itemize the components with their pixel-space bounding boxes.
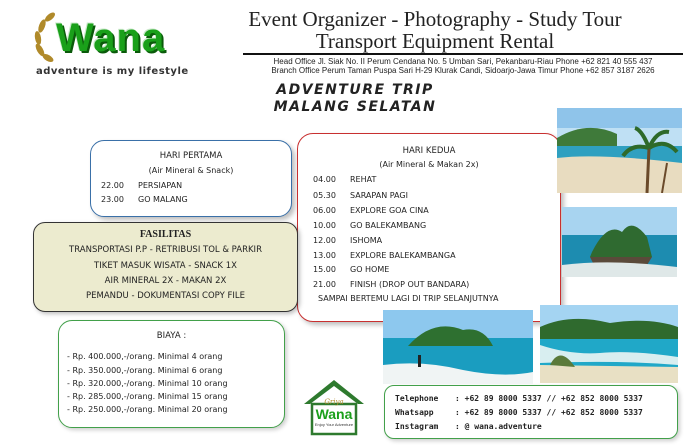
coastline-image [540,305,678,383]
day2-activity: ISHOMA [350,236,383,245]
beach-palm-image [557,108,682,193]
day1-activity: GO MALANG [138,195,188,204]
branch-office-address: Branch Office Perum Taman Puspa Sari H-29 Klurak Candi, Sidoarjo-Jawa Timur Phone +62 857 3187 2626 [271,66,655,75]
day1-activity: PERSIAPAN [138,181,183,190]
day1-subtitle: (Air Mineral & Snack) [148,166,234,175]
day2-activity: GO HOME [350,265,390,274]
telephone-label: Telephone [395,394,439,403]
day2-time: 04.00 [313,175,336,184]
logo-wordmark: Wana [56,16,166,60]
rock-island-image [562,207,677,277]
facility-item: TIKET MASUK WISATA - SNACK 1X [94,261,237,271]
day2-activity: REHAT [350,175,377,184]
day1-time: 23.00 [101,195,124,204]
instagram-value: : @ wana.adventure [455,422,542,431]
griya-wana-logo [300,378,368,438]
day2-time: 15.00 [313,265,336,274]
cost-item: - Rp. 250.000,-/orang. Minimal 20 orang [67,405,228,414]
day2-activity: GO BALEKAMBANG [350,221,427,230]
trip-subtitle: MALANG SELATAN [273,99,437,115]
facilities-box [33,222,298,312]
day2-box [297,133,561,322]
cost-title: BIAYA : [156,331,187,341]
day2-title: HARI KEDUA [402,146,456,156]
whatsapp-value: : +62 89 8000 5337 // +62 852 8000 5337 [455,408,643,417]
header-rental: Transport Equipment Rental [315,29,555,53]
facility-item: AIR MINERAL 2X - MAKAN 2X [104,276,227,286]
cost-item: - Rp. 400.000,-/orang. Minimal 4 orang [67,352,223,361]
wana-logo [30,8,210,80]
instagram-label: Instagram [395,422,439,431]
island-shore-image [383,310,533,384]
header-divider [243,53,683,55]
day2-closing: SAMPAI BERTEMU LAGI DI TRIP SELANJUTNYA [318,294,499,303]
griya-wana-text: Wana [315,406,353,422]
day2-time: 21.00 [313,280,336,289]
cost-item: - Rp. 285.000,-/orang. Minimal 15 orang [67,392,228,401]
day2-activity: SARAPAN PAGI [350,191,408,200]
cost-item: - Rp. 320.000,-/orang. Minimal 10 orang [67,379,228,388]
day2-time: 12.00 [313,236,336,245]
cost-item: - Rp. 350.000,-/orang. Minimal 6 orang [67,366,223,375]
day1-title: HARI PERTAMA [159,151,223,161]
day1-box [90,140,292,217]
beach-photo-4 [540,305,678,383]
day2-activity: FINISH (DROP OUT BANDARA) [350,280,470,289]
day2-subtitle: (Air Mineral & Makan 2x) [379,160,479,169]
header-services: Event Organizer - Photography - Study Tour [248,7,622,31]
day2-time: 10.00 [313,221,336,230]
griya-text: Griya [324,398,344,406]
logo-tagline: adventure is my lifestyle [36,66,189,77]
head-office-address: Head Office Jl. Siak No. II Perum Cendana No. 5 Umban Sari, Pekanbaru-Riau Phone +62 821 40 555 437 [273,57,653,66]
facilities-title: FASILITAS [139,229,192,240]
day2-activity: EXPLORE GOA CINA [350,206,429,215]
beach-photo-2 [562,207,677,277]
day2-time: 05.30 [313,191,336,200]
telephone-value: : +62 89 8000 5337 // +62 852 8000 5337 [455,394,643,403]
day2-time: 13.00 [313,251,336,260]
griya-tag: Enjoy Your Adventure [314,422,354,427]
cost-box [58,320,285,428]
whatsapp-label: Whatsapp [395,408,434,417]
contact-box [384,385,678,439]
beach-photo-1 [557,108,682,193]
trip-title: ADVENTURE TRIP [276,82,434,98]
day2-activity: EXPLORE BALEKAMBANGA [350,251,456,260]
day1-time: 22.00 [101,181,124,190]
facility-item: PEMANDU - DOKUMENTASI COPY FILE [85,291,246,301]
beach-photo-3 [383,310,533,384]
facility-item: TRANSPORTASI P.P - RETRIBUSI TOL & PARKIR [69,245,262,255]
day2-time: 06.00 [313,206,336,215]
